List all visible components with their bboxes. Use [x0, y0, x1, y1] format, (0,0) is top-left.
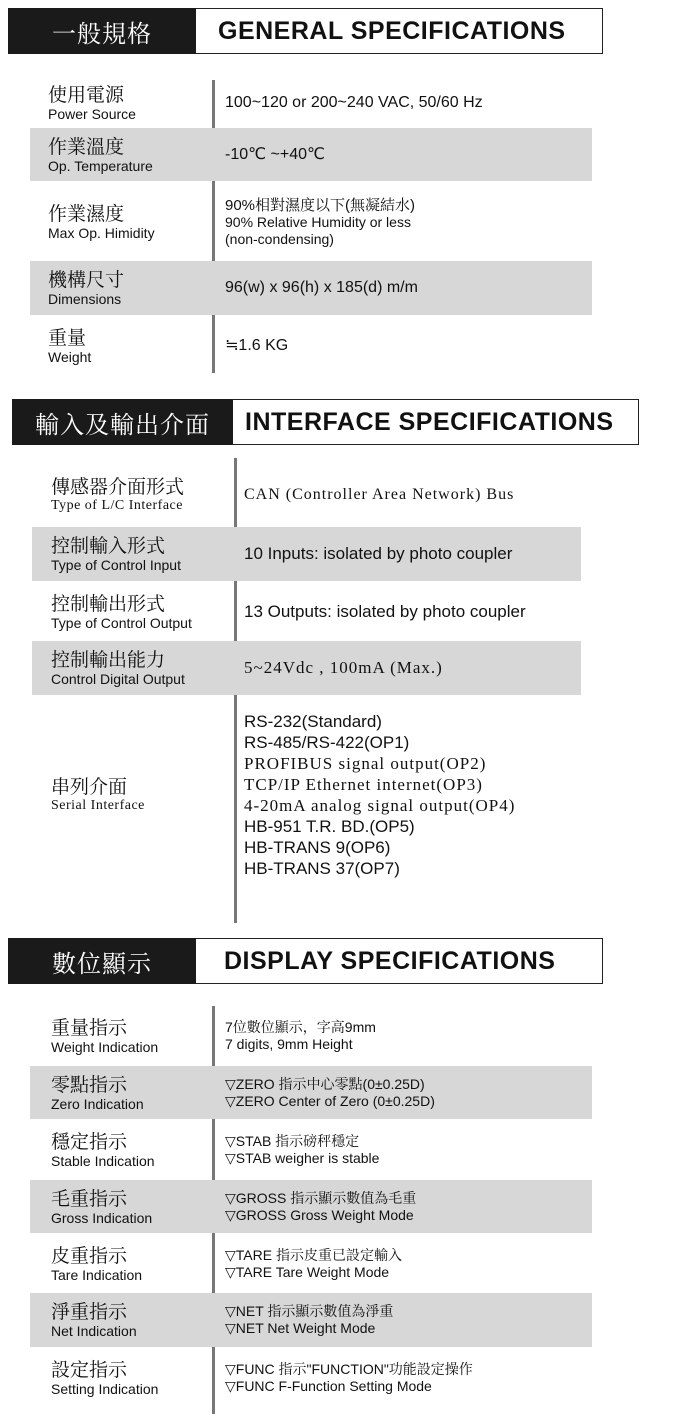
- spec-row-zero-indication: [30, 1066, 592, 1119]
- row-value-line: ▽FUNC F-Function Setting Mode: [225, 1377, 432, 1394]
- spec-row-humidity: [30, 186, 592, 258]
- spec-row-net-indication: [30, 1293, 592, 1347]
- row-label-en: Type of L/C Interface: [51, 498, 183, 513]
- row-label-zh: 設定指示: [51, 1358, 128, 1381]
- row-value: 10 Inputs: isolated by photo coupler: [244, 544, 513, 563]
- spec-row-setting-indication: [30, 1350, 592, 1405]
- row-label-zh: 控制輸入形式: [51, 535, 166, 557]
- interface-title-zh: 輸入及輸出介面: [12, 399, 233, 445]
- row-value-line: ▽TARE 指示皮重已設定輸入: [225, 1246, 402, 1263]
- row-label-en: Max Op. Himidity: [48, 225, 155, 241]
- row-label-en: Net Indication: [51, 1323, 137, 1339]
- spec-row-control-input: [32, 527, 581, 581]
- row-value: 5~24Vdc , 100mA (Max.): [244, 658, 443, 677]
- display-header: [8, 938, 603, 984]
- row-value-line: ▽GROSS Gross Weight Mode: [225, 1206, 414, 1223]
- row-value-line: 7位數位顯示，字高9mm: [225, 1019, 376, 1035]
- spec-row-weight: [30, 318, 592, 373]
- display-title-zh: 數位顯示: [8, 938, 196, 984]
- row-value: 100~120 or 200~240 VAC, 50/60 Hz: [225, 94, 483, 111]
- serial-option: PROFIBUS signal output(OP2): [244, 754, 487, 773]
- serial-option: HB-TRANS 9(OP6): [244, 838, 391, 857]
- row-value-line: ▽STAB weigher is stable: [225, 1150, 380, 1166]
- row-value: -10℃ ~+40℃: [225, 145, 325, 163]
- spec-row-lc-interface: [32, 468, 592, 522]
- row-value-line: 90% Relative Humidity or less: [225, 213, 411, 230]
- spec-row-control-output: [32, 584, 581, 639]
- row-value: 96(w) x 96(h) x 185(d) m/m: [225, 279, 418, 296]
- row-label-zh: 重量: [48, 326, 87, 349]
- row-label-zh: 作業溫度: [48, 135, 125, 158]
- serial-option: HB-951 T.R. BD.(OP5): [244, 817, 415, 836]
- spec-row-tare-indication: [30, 1236, 592, 1291]
- row-label-zh: 作業濕度: [48, 203, 125, 225]
- spec-row-serial: [32, 710, 592, 880]
- row-value-line: (non-condensing): [225, 230, 334, 247]
- row-label-zh: 控制輸出形式: [51, 592, 166, 615]
- interface-header: [12, 399, 639, 445]
- row-label-zh: 控制輸出能力: [51, 649, 166, 671]
- row-label-en: Setting Indication: [51, 1380, 159, 1397]
- row-label-en: Dimensions: [48, 291, 122, 307]
- interface-title-en: INTERFACE SPECIFICATIONS: [233, 399, 639, 445]
- row-label-en: Gross Indication: [51, 1209, 153, 1226]
- general-header: [8, 8, 603, 54]
- row-value-line: ▽ZERO Center of Zero (0±0.25D): [225, 1092, 435, 1109]
- serial-option: RS-232(Standard): [244, 712, 382, 731]
- row-value-line: 7 digits, 9mm Height: [225, 1036, 353, 1052]
- serial-option: 4-20mA analog signal output(OP4): [244, 796, 516, 815]
- row-label-en: Serial Interface: [51, 798, 145, 813]
- serial-option: TCP/IP Ethernet internet(OP3): [244, 775, 483, 794]
- row-value-line: ▽FUNC 指示"FUNCTION"功能設定操作: [225, 1360, 473, 1377]
- row-label-en: Type of Control Output: [51, 614, 192, 631]
- row-label-zh: 重量指示: [51, 1017, 128, 1039]
- spec-row-stable-indication: [30, 1123, 592, 1177]
- row-value-line: ▽NET 指示顯示數值為淨重: [225, 1303, 394, 1319]
- row-label-en: Weight: [48, 348, 92, 365]
- row-label-zh: 毛重指示: [51, 1187, 128, 1210]
- spec-row-temperature: [30, 128, 592, 181]
- row-label-zh: 穩定指示: [51, 1131, 128, 1153]
- serial-option: RS-485/RS-422(OP1): [244, 733, 410, 752]
- row-label-zh: 零點指示: [51, 1073, 128, 1096]
- row-label-en: Op. Temperature: [48, 157, 153, 174]
- row-value: CAN (Controller Area Network) Bus: [244, 486, 515, 503]
- row-label-en: Power Source: [48, 106, 136, 122]
- spec-row-dimensions: [30, 261, 592, 315]
- row-value-line: ▽TARE Tare Weight Mode: [225, 1263, 390, 1280]
- row-label-zh: 串列介面: [51, 776, 128, 798]
- display-title-en: DISPLAY SPECIFICATIONS: [196, 938, 603, 984]
- spec-row-power: [30, 80, 592, 126]
- row-value-line: ▽STAB 指示磅秤穩定: [225, 1133, 360, 1149]
- row-label-en: Stable Indication: [51, 1153, 155, 1169]
- row-value-line: ▽GROSS 指示顯示數值為毛重: [225, 1189, 417, 1206]
- row-label-en: Control Digital Output: [51, 671, 185, 687]
- row-label-zh: 皮重指示: [51, 1244, 128, 1267]
- row-value-line: ▽ZERO 指示中心零點(0±0.25D): [225, 1075, 425, 1092]
- row-label-zh: 使用電源: [48, 84, 125, 106]
- row-label-zh: 傳感器介面形式: [51, 476, 185, 498]
- spec-row-digital-output: [32, 641, 581, 695]
- general-title-en: GENERAL SPECIFICATIONS: [196, 8, 603, 54]
- row-value: 13 Outputs: isolated by photo coupler: [244, 601, 526, 621]
- row-label-en: Type of Control Input: [51, 557, 181, 573]
- serial-option: HB-TRANS 37(OP7): [244, 859, 400, 878]
- general-title-zh: 一般規格: [8, 8, 196, 54]
- row-label-zh: 淨重指示: [51, 1301, 128, 1323]
- row-value: ≒1.6 KG: [225, 336, 289, 354]
- row-label-en: Zero Indication: [51, 1095, 144, 1112]
- row-label-en: Weight Indication: [51, 1039, 159, 1055]
- spec-row-weight-indication: [30, 1010, 592, 1062]
- spec-row-gross-indication: [30, 1180, 592, 1233]
- row-label-zh: 機構尺寸: [48, 269, 125, 291]
- row-value-line: ▽NET Net Weight Mode: [225, 1320, 376, 1336]
- row-label-en: Tare Indication: [51, 1266, 143, 1283]
- row-value-line: 90%相對濕度以下(無凝結水): [225, 196, 416, 214]
